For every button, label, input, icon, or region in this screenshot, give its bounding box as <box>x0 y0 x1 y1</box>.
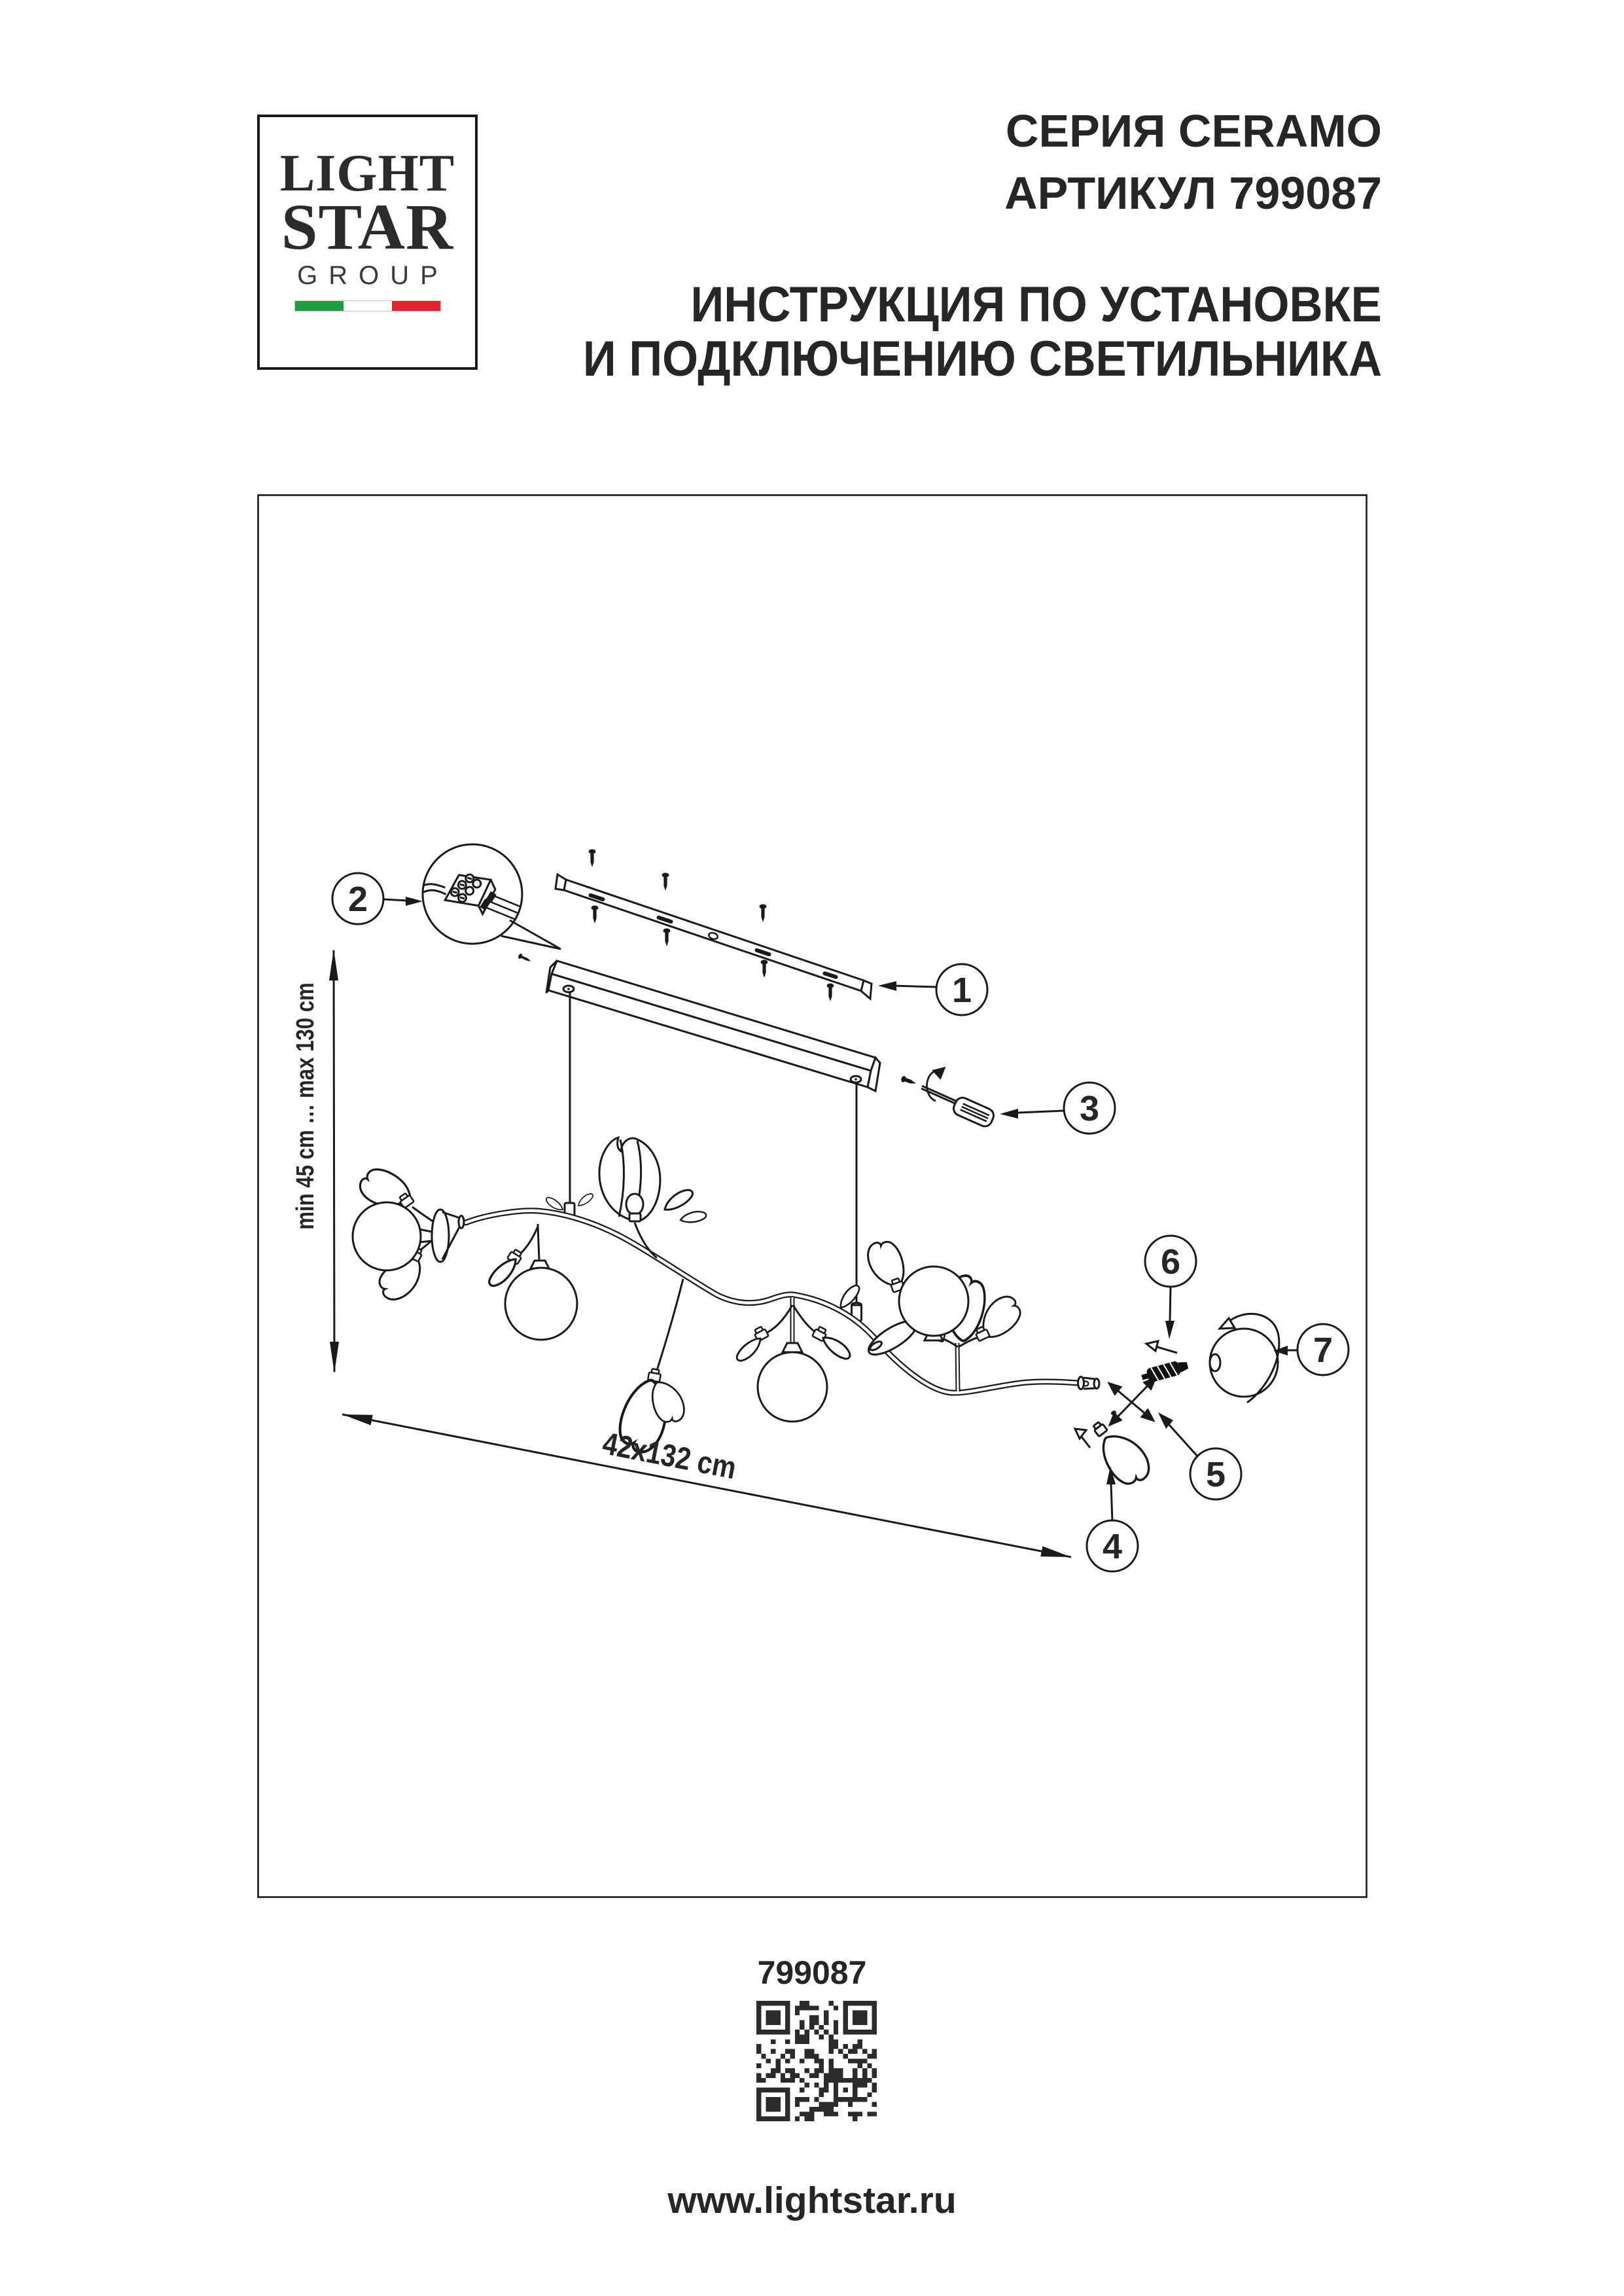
diagram-frame <box>258 495 1367 1897</box>
small-screw <box>518 953 532 963</box>
callout-1 <box>936 964 987 1015</box>
svg-text:2: 2 <box>347 880 368 919</box>
footer-article-number: 799087 <box>757 1954 867 1991</box>
right-flower-cluster <box>863 1236 1027 1391</box>
halogen-bulb <box>1140 1341 1190 1384</box>
loose-petal-shade <box>1075 1421 1156 1492</box>
svg-text:3: 3 <box>1079 1089 1100 1128</box>
series-title: СЕРИЯ CERAMO <box>1005 105 1382 156</box>
callout-4 <box>1087 1520 1138 1571</box>
svg-text:7: 7 <box>1313 1331 1333 1370</box>
cross-arrows <box>1106 1374 1159 1428</box>
logo-word-star: STAR <box>281 190 454 263</box>
svg-text:4: 4 <box>1102 1527 1123 1566</box>
size-dimension <box>341 1409 1072 1562</box>
third-ball-light <box>733 1297 853 1422</box>
instruction-line-1-text: ИНСТРУКЦИЯ ПО УСТАНОВКЕ <box>690 277 1382 332</box>
callout-3 <box>1064 1083 1115 1134</box>
callout-5 <box>1190 1448 1241 1499</box>
height-dimension-label: min 45 cm … max 130 cm <box>292 982 319 1230</box>
callout-6 <box>1145 1236 1196 1287</box>
size-dimension-label: 42x132 cm <box>599 1426 739 1486</box>
logo-word-light: LIGHT <box>279 145 455 202</box>
svg-text:5: 5 <box>1205 1455 1226 1494</box>
svg-text:6: 6 <box>1160 1242 1181 1282</box>
logo-word-group: GROUP <box>297 261 449 290</box>
callout-7 <box>1297 1324 1349 1375</box>
qr-code <box>756 2001 877 2121</box>
mounting-screws <box>589 850 834 1002</box>
chandelier-fixture <box>353 1138 1099 1457</box>
screwdriver <box>901 1068 996 1128</box>
height-dimension <box>292 949 339 1373</box>
svg-text:1: 1 <box>951 971 972 1010</box>
second-ball-light <box>485 1224 577 1340</box>
wiring-detail-magnifier <box>412 844 561 949</box>
callout-2 <box>332 873 383 924</box>
callouts <box>332 873 1349 1571</box>
left-flower-cluster <box>353 1163 464 1305</box>
tulip-shade <box>599 1138 707 1258</box>
ceramic-ball-shade <box>1210 1314 1279 1403</box>
footer-website: www.lightstar.ru <box>667 2179 957 2221</box>
article-title: АРТИКУЛ 799087 <box>1004 168 1382 219</box>
instruction-line-2-text: И ПОДКЛЮЧЕНИЮ СВЕТИЛЬНИКА <box>582 331 1382 387</box>
